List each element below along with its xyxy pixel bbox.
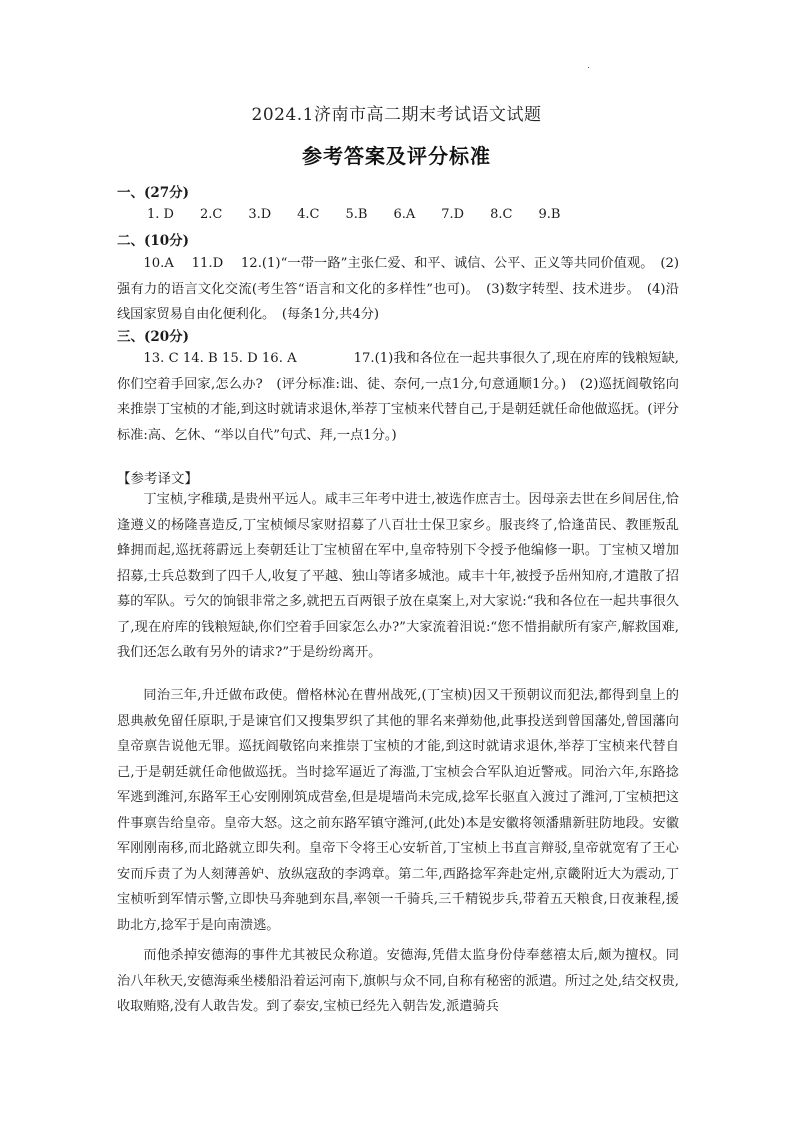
section3-heading: 三、(20分) xyxy=(117,329,190,345)
answer-6: 6.A xyxy=(393,207,416,222)
translation-paragraph-1: 丁宝桢,字稚璜,是贵州平远人。咸丰三年考中进士,被选作庶吉士。因母亲去世在乡间居住,恰逢遵义的杨隆喜造反,丁宝桢倾尽家财招募了八百壮士保卫家乡。服丧终了,恰逢苗民、教匪叛乱蜂拥而起,巡抚蒋霨远上奏朝廷让丁宝桢留在军中,皇帝特别下令授予他编修一职。丁宝桢又增加招募,士兵总数到了四千人,收复了平越、独山等诸多城池。咸丰十年,被授予岳州知府,才遣散了招募的军队。亏欠的饷银非常之多,就把五百两银子放在桌案上,对大家说:“我和各位在一起共事很久了,现在府库的钱粮短缺,你们空着手回家怎么办?”大家流着泪说:“您不惜捐献所有家产,解救国难,我们还怎么敢有另外的请求?”于是纷纷离开。 xyxy=(117,492,679,660)
translation-paragraph-3: 而他杀掉安德海的事件尤其被民众称道。安德海,凭借太监身份侍奉慈禧太后,颇为擅权。同治八年秋天,安德海乘坐楼船沿着运河南下,旗帜与众不同,自称有秘密的派遣。所过之处,结交权贵,收取贿赂,没有人敢告发。到了泰安,宝桢已经先入朝告发,派遣骑兵 xyxy=(117,948,679,1014)
translation-paragraph-2: 同治三年,升迁做布政使。僧格林沁在曹州战死,(丁宝桢)因又干预朝议而犯法,都得到皇上的恩典赦免留任原职,于是谏官们又搜集罗织了其他的罪名来弹劾他,此事投送到曾国藩处,曾国藩向皇帝禀告说他无罪。巡抚阎敬铭向来推崇丁宝桢的才能,到这时就请求退休,举荐丁宝桢来代替自己,于是朝廷就任命他做巡抚。当时捻军逼近了海滥,丁宝桢会合军队迫近警戒。同治六年,东路捻军逃到潍河,东路军王心安刚刚筑成营垒,但是堤墙尚未完成,捻军长驱直入渡过了潍河,丁宝桢把这件事禀告给皇帝。皇帝大怒。这之前东路军镇守潍河,(此处)本是安徽将领潘鼎新驻防地段。安徽军刚刚南移,而北路就立即失利。皇帝下令将王心安斩首,丁宝桢上书直言辩驳,皇帝就宽宥了王心安而斥责了为人刻薄善妒、放纵寇敌的李鸿章。第二年,西路捻军奔赴定州,京畿附近大为震动,丁宝桢听到军情示警,立即快马奔驰到东昌,率领一千骑兵,三千精锐步兵,带着五天粮食,日夜兼程,援助北方,捻军于是向南溃逃。 xyxy=(117,688,679,933)
document-title: 2024.1济南市高二期末考试语文试题 xyxy=(251,105,542,125)
translation-heading: 【参考译文】 xyxy=(117,471,198,487)
answer-4: 4.C xyxy=(297,207,320,222)
section1-heading: 一、(27分) xyxy=(117,185,190,201)
speck-mark xyxy=(588,67,589,68)
answer-8: 8.C xyxy=(490,207,513,222)
section1-answers xyxy=(147,207,586,222)
answer-1: 1. D xyxy=(147,207,174,222)
answer-3: 3.D xyxy=(248,207,272,222)
section2-answer-text: 10.A 11.D 12.(1)“一带一路”主张仁爱、和平、诚信、公平、正义等共同价值观。 (2)强有力的语言文化交流(考生答“语言和文化的多样性”也可)。 (3)数字转型、技术进步。 (4)沿线国家贸易自由化便利化。 (每条1分,共4分) xyxy=(117,256,679,322)
section3-answer-text: 13. C 14. B 15. D 16. A 17.(1)我和各位在一起共事很久了,现在府库的钱粮短缺,你们空着手回家,怎么办? (评分标准:诎、徒、奈何,一点1分,句意通顺1分。) (2)巡抚阎敬铭向来推崇丁宝桢的才能,到这时就请求退休,举荐丁宝桢来代替自己,于是朝廷就任命他做巡抚。(评分标准:高、乞休、“举以自代”句式、拜,一点1分。) xyxy=(117,351,679,443)
document-subtitle: 参考答案及评分标准 xyxy=(302,144,491,168)
answer-7: 7.D xyxy=(441,207,465,222)
answer-5: 5.B xyxy=(345,207,368,222)
section2-heading: 二、(10分) xyxy=(117,233,190,249)
answer-2: 2.C xyxy=(199,207,223,222)
answer-9: 9.B xyxy=(538,207,561,222)
